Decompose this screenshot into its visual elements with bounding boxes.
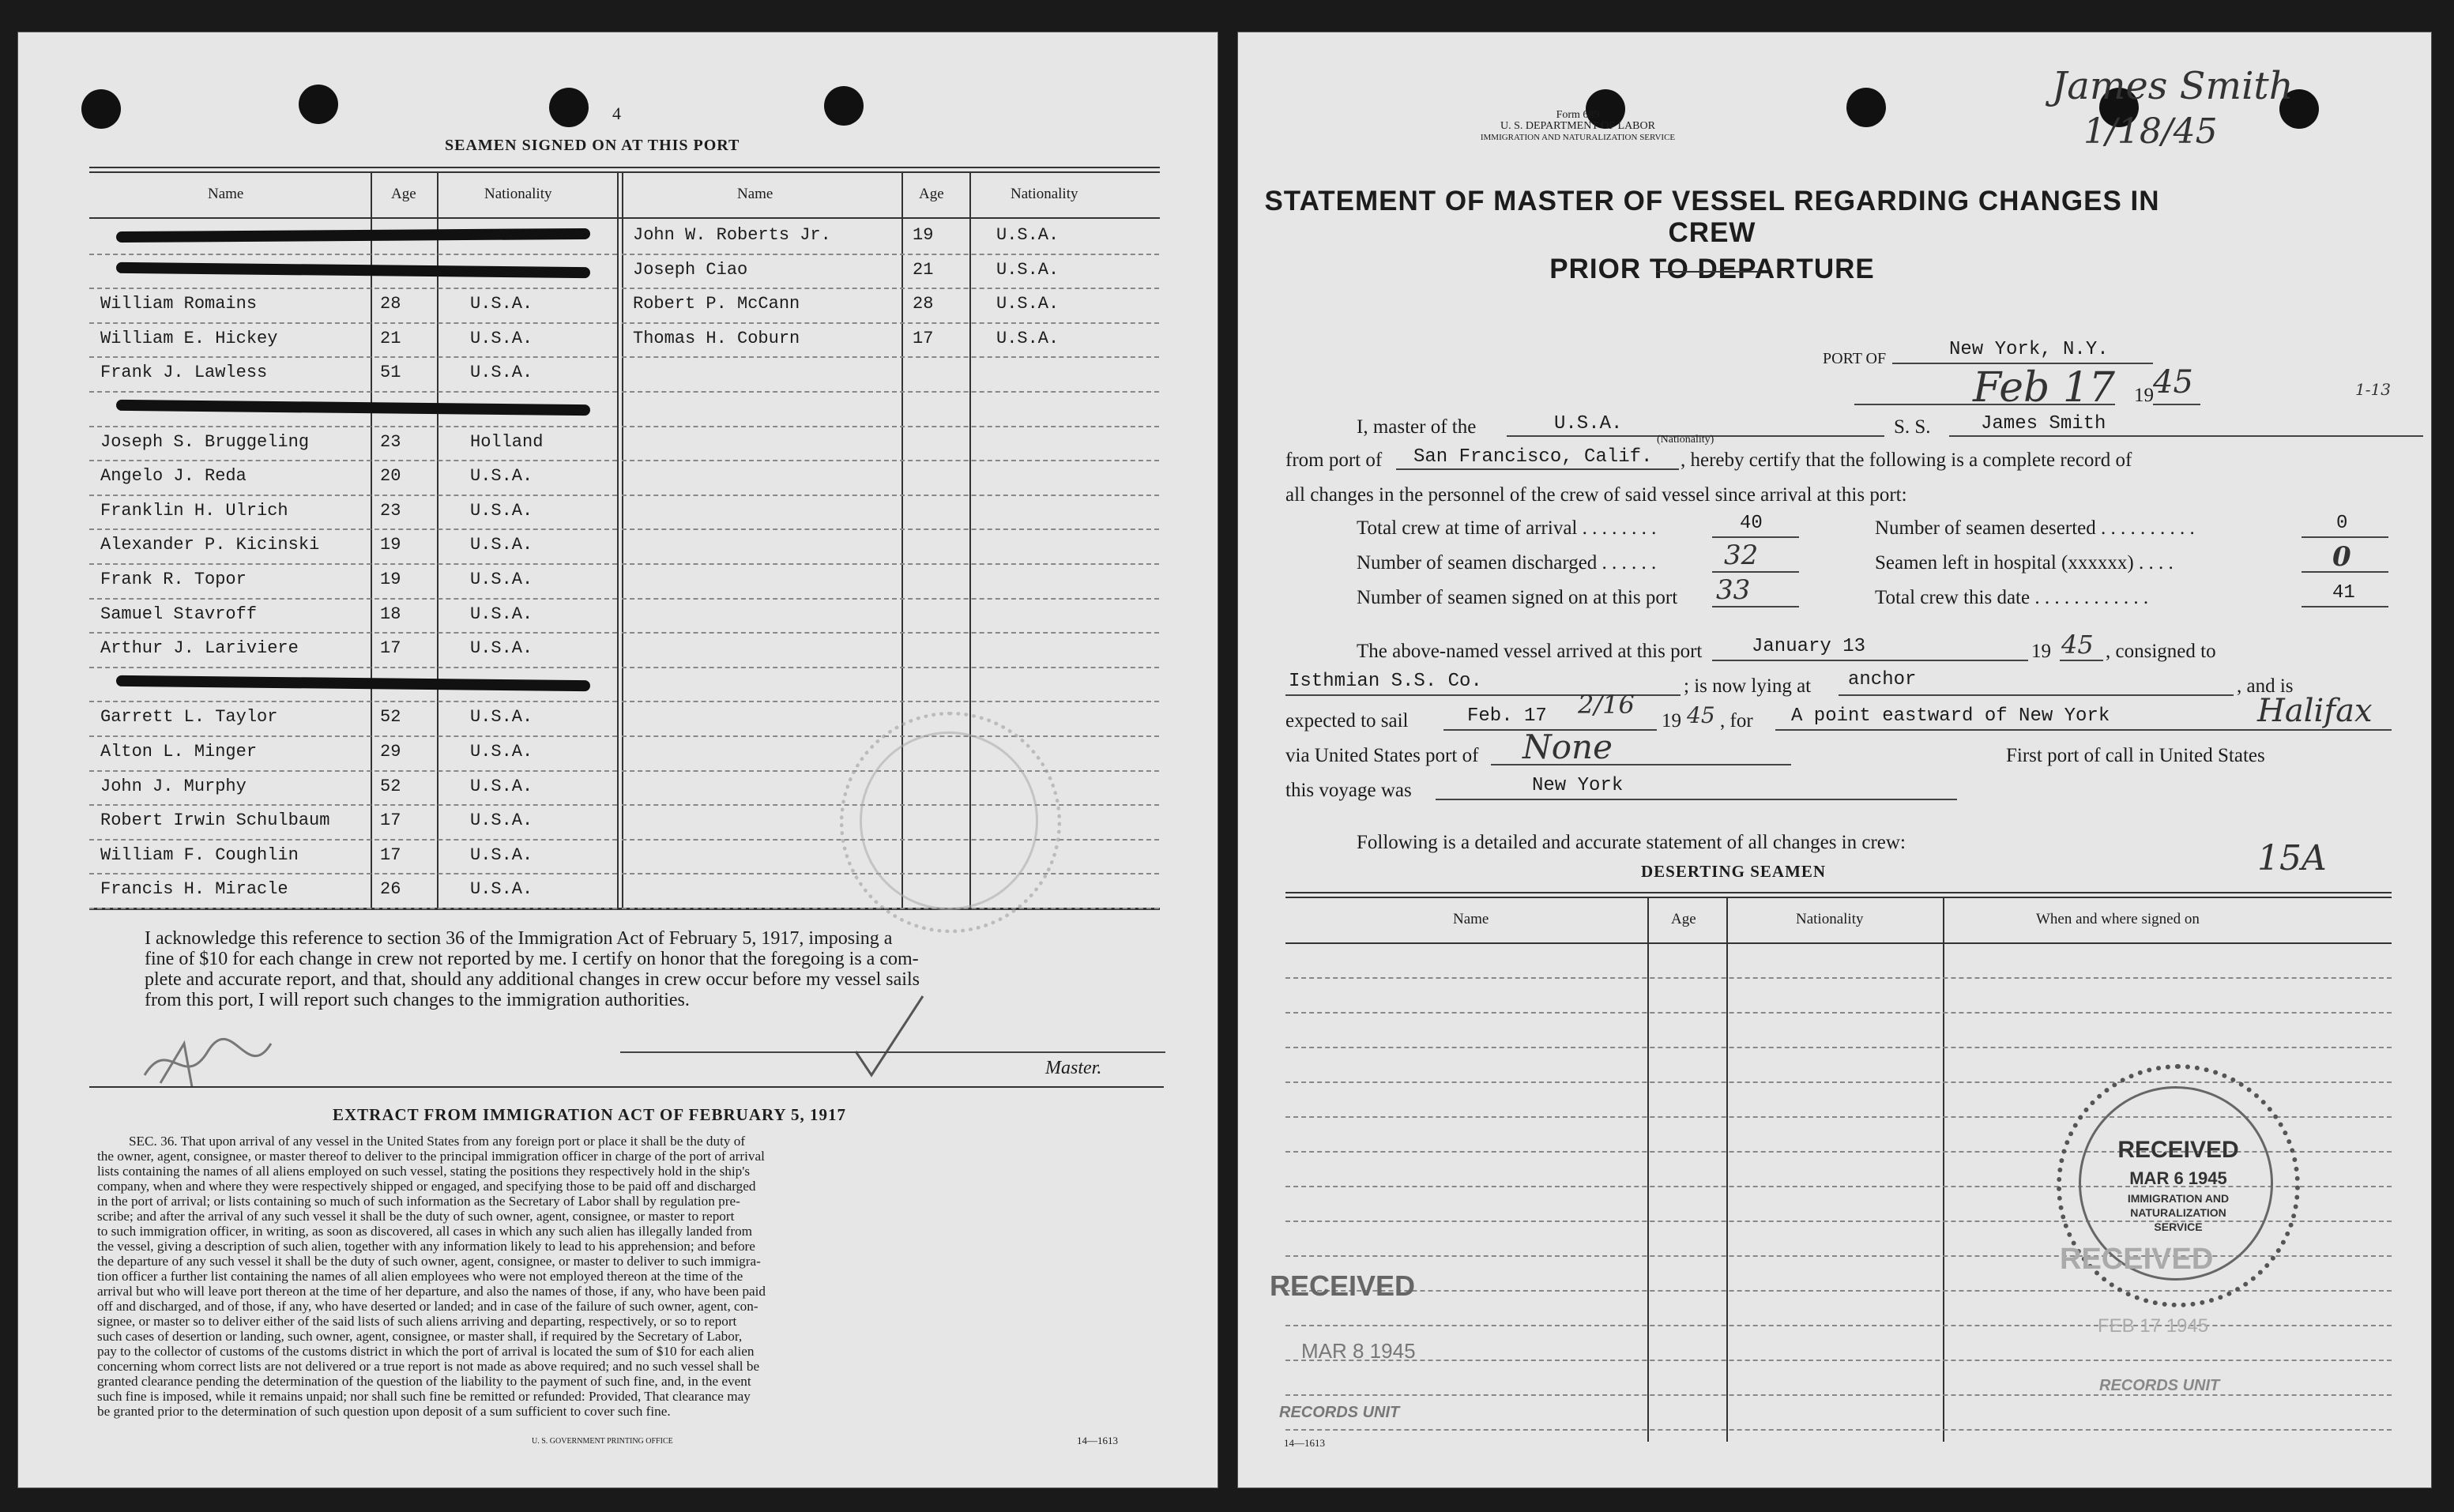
master-label: Master. <box>1045 1058 1102 1078</box>
crew-age: 19 <box>380 570 401 589</box>
crew-nat: U.S.A. <box>470 776 533 796</box>
crew-name: Franklin H. Ulrich <box>100 500 288 521</box>
page-number: 4 <box>612 103 621 123</box>
crew-name: Angelo J. Reda <box>100 466 247 487</box>
crew-name: Joseph S. Bruggeling <box>100 431 310 452</box>
crew-name: Frank R. Topor <box>100 570 247 589</box>
crew-nat: U.S.A. <box>470 742 533 762</box>
checkmark-icon <box>848 988 935 1083</box>
col-header-nationality: Nationality <box>1796 911 1864 927</box>
col-header-nationality: Nationality <box>484 186 552 202</box>
destination: A point eastward of New York <box>1791 705 2110 727</box>
voyage-port: New York <box>1532 775 1624 796</box>
crew-name: Garrett L. Taylor <box>100 707 278 728</box>
crew-nat: U.S.A. <box>996 294 1060 314</box>
crew-age: 21 <box>913 259 934 280</box>
signature-date: 1/18/45 <box>2083 111 2218 152</box>
received-stamp: RECEIVED <box>1270 1269 1416 1302</box>
port-value: New York, N.Y. <box>1949 339 2109 360</box>
crew-name: Thomas H. Coburn <box>633 328 800 348</box>
right-page: Form 689 U. S. DEPARTMENT OF LABOR IMMIGRATION AND NATURALIZATION SERVICE James Smith 1/18/45 STATEMENT OF MASTER OF VESSEL REGARDING CHANGES IN CREW PRIOR TO DEPARTURE PORT OF New York, N.Y. Feb 17 19 45 1-13 I, master of the U.S.A. (Nationality) S. S. James Smith from port of San Francisco, Calif. , hereby certify that the following is a complete record of all changes in the personnel of the crew of said vessel since arrival at this port: Total crew at time of arrival . . . . . . . . 40 Number of seamen discharged . . . . . . 32 Number of seamen signed on at this port 33 Number of seamen deserted . . . . . . . . . . 0 Seamen left in hospital (xxxxxx) . . . . 0 Total crew this date . . . . . . . . . . . . 41 The above-named vessel arrived at this port January 13 19 45 , consigned to Isthmian S.S. Co. ; is now lying at anchor , and is expected to sail Feb. 17 2/16 19 45 , for A point eastward of New York Halifax via United States port of None First port of call in United States this voyage was New York Following is a detailed and accurate statement of all changes in crew: DESERTING SEAMEN 15A Name Age Nationality When and where signed on RECEIVED MAR 8 1945 RECORDS UNIT RECEIVED MAR 6 1945 IMMIGRATION AND NATURALIZATION SERVICE RECEIVED FEB 17 1945 RECORDS UNIT 14—1613 <box>1237 32 2432 1488</box>
crew-nat: U.S.A. <box>470 879 533 900</box>
form-code: 14—1613 <box>1077 1435 1118 1446</box>
crew-name: Robert Irwin Schulbaum <box>100 811 330 831</box>
crew-name: Samuel Stavroff <box>100 604 258 624</box>
seamen-deserted: 0 <box>2336 513 2348 534</box>
vessel-name: James Smith <box>1981 413 2106 434</box>
crew-age: 19 <box>380 535 401 555</box>
form-number: Form 689 <box>1556 109 1600 121</box>
form-code: 14—1613 <box>1284 1437 1325 1449</box>
clerk-scribble <box>137 1028 295 1099</box>
handwritten-code: 15A <box>2257 838 2327 878</box>
faded-records-stamp: RECORDS UNIT <box>2099 1377 2220 1394</box>
crew-nat: U.S.A. <box>470 811 533 831</box>
crew-age: 52 <box>380 707 401 728</box>
section-heading: SEAMEN SIGNED ON AT THIS PORT <box>445 137 740 154</box>
arrived-year: 45 <box>2061 630 2094 660</box>
expected-sail-date: Feb. 17 <box>1467 705 1547 727</box>
nationality-value: U.S.A. <box>1554 413 1623 434</box>
crew-name: William F. Coughlin <box>100 844 299 865</box>
crew-age: 28 <box>380 294 401 314</box>
received-date-stamp: MAR 8 1945 <box>1301 1339 1416 1363</box>
service-name: IMMIGRATION AND NATURALIZATION SERVICE <box>1480 133 1676 142</box>
punch-hole <box>299 85 338 124</box>
faded-date-stamp: FEB 17 1945 <box>2098 1315 2209 1337</box>
arrived-date: January 13 <box>1752 636 1866 657</box>
crew-nat: U.S.A. <box>470 604 533 624</box>
total-crew-arrival: 40 <box>1740 513 1763 534</box>
redaction-mark <box>116 228 590 243</box>
crew-age: 52 <box>380 776 401 796</box>
crew-age: 26 <box>380 879 401 900</box>
master-signature-line <box>620 1051 1165 1053</box>
crew-name: William Romains <box>100 294 258 314</box>
punch-hole <box>1846 88 1886 127</box>
round-received-stamp: RECEIVED MAR 6 1945 IMMIGRATION AND NATURALIZATION SERVICE <box>2057 1064 2300 1307</box>
punch-hole <box>81 89 121 129</box>
crew-nat: Holland <box>470 431 544 452</box>
department: U. S. DEPARTMENT OF LABOR <box>1500 120 1655 132</box>
crew-nat: U.S.A. <box>470 535 533 555</box>
crew-age: 17 <box>380 811 401 831</box>
seamen-hospital: 0 <box>2332 541 2351 573</box>
crew-name: Francis H. Miracle <box>100 879 288 900</box>
faded-received-stamp: RECEIVED <box>2060 1243 2214 1276</box>
redaction-mark <box>116 261 590 277</box>
redaction-mark <box>116 675 590 691</box>
crew-name: Arthur J. Lariviere <box>100 638 299 659</box>
crew-name: John W. Roberts Jr. <box>633 225 831 245</box>
seamen-discharged: 32 <box>1724 540 1759 571</box>
handwritten-signature: James Smith <box>2052 64 2294 108</box>
crew-name: Frank J. Lawless <box>100 363 268 383</box>
margin-note: 1-13 <box>2355 380 2391 399</box>
printer-mark: U. S. GOVERNMENT PRINTING OFFICE <box>532 1437 673 1446</box>
crew-nat: U.S.A. <box>470 638 533 659</box>
total-crew-this-date: 41 <box>2332 582 2355 604</box>
crew-age: 17 <box>913 328 934 348</box>
year-value: 45 <box>2153 364 2193 401</box>
redaction-mark <box>116 400 590 416</box>
crew-nat: U.S.A. <box>470 466 533 487</box>
crew-name: Alexander P. Kicinski <box>100 535 320 555</box>
col-header-name: Name <box>737 186 773 202</box>
date-value: Feb 17 <box>1973 364 2115 412</box>
left-page <box>17 32 1218 1488</box>
crew-nat: U.S.A. <box>470 844 533 865</box>
col-header-age: Age <box>391 186 416 202</box>
extract-title: EXTRACT FROM IMMIGRATION ACT OF FEBRUARY 5, 1917 <box>333 1105 847 1124</box>
crew-nat: U.S.A. <box>470 363 533 383</box>
crew-name: John J. Murphy <box>100 776 247 796</box>
form-title: STATEMENT OF MASTER OF VESSEL REGARDING CHANGES IN CREW PRIOR TO DEPARTURE <box>1264 186 2160 284</box>
crew-age: 21 <box>380 328 401 348</box>
crew-age: 23 <box>380 500 401 521</box>
crew-nat: U.S.A. <box>470 294 533 314</box>
col-header-nationality: Nationality <box>1011 186 1078 202</box>
port-label: PORT OF <box>1823 350 1887 367</box>
col-header-name: Name <box>1453 911 1489 927</box>
col-header-age: Age <box>1671 911 1696 927</box>
seamen-signed-on: 33 <box>1716 574 1751 606</box>
expected-sail-hand: 2/16 <box>1578 690 1635 720</box>
certification-text: I acknowledge this reference to section 36 of the Immigration Act of February 5, 1917, imposing a fine of $10 for each change in crew not reported by me. I certify on honor that the foregoing is a com- plete and accurate report, and that, should any additional changes in crew occur before my vessel sails from this port, I will report such changes to the immigration authorities. <box>145 928 920 1010</box>
crew-nat: U.S.A. <box>996 328 1060 348</box>
via-port: None <box>1522 728 1613 766</box>
crew-age: 17 <box>380 638 401 659</box>
records-unit-stamp: RECORDS UNIT <box>1279 1404 1400 1421</box>
extract-text: SEC. 36. That upon arrival of any vessel in the United States from any foreign port or place it shall be the duty of the owner, agent, consignee, or master thereof to deliver to the principal immigration officer in charge of the port of arrival lists containing the names of all aliens employed on such vessel, stating the positions they respectively hold in the ship's company, when and where they were respectively shipped or engaged, and specifying those to be paid off and discharged in the port of arrival; or lists containing so much of such information as the Secretary of Labor shall by regulation pre- scribe; and after the arrival of any such vessel it shall be the duty of such owner, agent, consignee, or master to report to such immigration officer, in writing, as soon as discovered, all cases in which any such alien has illegally landed from the vessel, giving a description of such alien, together with any information likely to lead to his apprehension; and before the departure of any such vessel it shall be the duty of such owner, agent, consignee, or master to deliver to such immigra- tion officer a further list containing the names of all alien employees who were not employed thereon at the time of the arrival but who will leave port thereon at the time of her departure, and also the names of those, if any, who have been paid off and discharged, and of those, if any, who have deserted or landed; and in case of the failure of such owner, agent, con- signee, or master so to deliver either of the said lists of such aliens arriving and departing, respectively, or so to report such cases of desertion or landing, such owner, agent, consignee, or master shall, if required by the Secretary of Labor, pay to the collector of customs of the customs district in which the port of arrival is located the sum of $10 for each alien concerning whom correct lists are not delivered or a true report is not made as above required; and no such vessel shall be granted clearance pending the determination of the question of the liability to the payment of such fine, and, in the event such fine is imposed, while it remains unpaid; nor shall such fine be remitted or refunded: Provided, That clearance may be granted prior to the determination of such question upon deposit of a sum sufficient to cover such fine. <box>97 1134 766 1419</box>
crew-age: 23 <box>380 431 401 452</box>
crew-name: Joseph Ciao <box>633 259 748 280</box>
crew-name: Robert P. McCann <box>633 294 800 314</box>
punch-hole <box>824 86 864 126</box>
crew-nat: U.S.A. <box>996 225 1060 245</box>
expected-year: 45 <box>1687 702 1715 728</box>
crew-age: 17 <box>380 844 401 865</box>
crew-age: 51 <box>380 363 401 383</box>
col-header-age: Age <box>919 186 944 202</box>
destination-hand: Halifax <box>2257 693 2373 729</box>
crew-name: Alton L. Minger <box>100 742 258 762</box>
from-port-value: San Francisco, Calif. <box>1413 446 1653 468</box>
form-header <box>1467 110 1688 143</box>
deserting-heading: DESERTING SEAMEN <box>1641 862 1827 881</box>
crew-nat: U.S.A. <box>470 500 533 521</box>
nationality-caption: (Nationality) <box>1657 434 1714 446</box>
punch-hole <box>549 88 589 127</box>
crew-age: 19 <box>913 225 934 245</box>
consignee: Isthmian S.S. Co. <box>1289 671 1482 692</box>
crew-nat: U.S.A. <box>470 570 533 589</box>
crew-age: 18 <box>380 604 401 624</box>
crew-nat: U.S.A. <box>996 259 1060 280</box>
crew-age: 29 <box>380 742 401 762</box>
crew-age: 28 <box>913 294 934 314</box>
crew-name: William E. Hickey <box>100 328 278 348</box>
round-stamp <box>840 712 1061 933</box>
crew-age: 20 <box>380 466 401 487</box>
col-header-name: Name <box>208 186 244 202</box>
col-header-when-where: When and where signed on <box>2036 911 2200 927</box>
year-prefix: 19 <box>2134 385 2154 406</box>
crew-nat: U.S.A. <box>470 707 533 728</box>
lying-at: anchor <box>1848 669 1917 690</box>
crew-nat: U.S.A. <box>470 328 533 348</box>
